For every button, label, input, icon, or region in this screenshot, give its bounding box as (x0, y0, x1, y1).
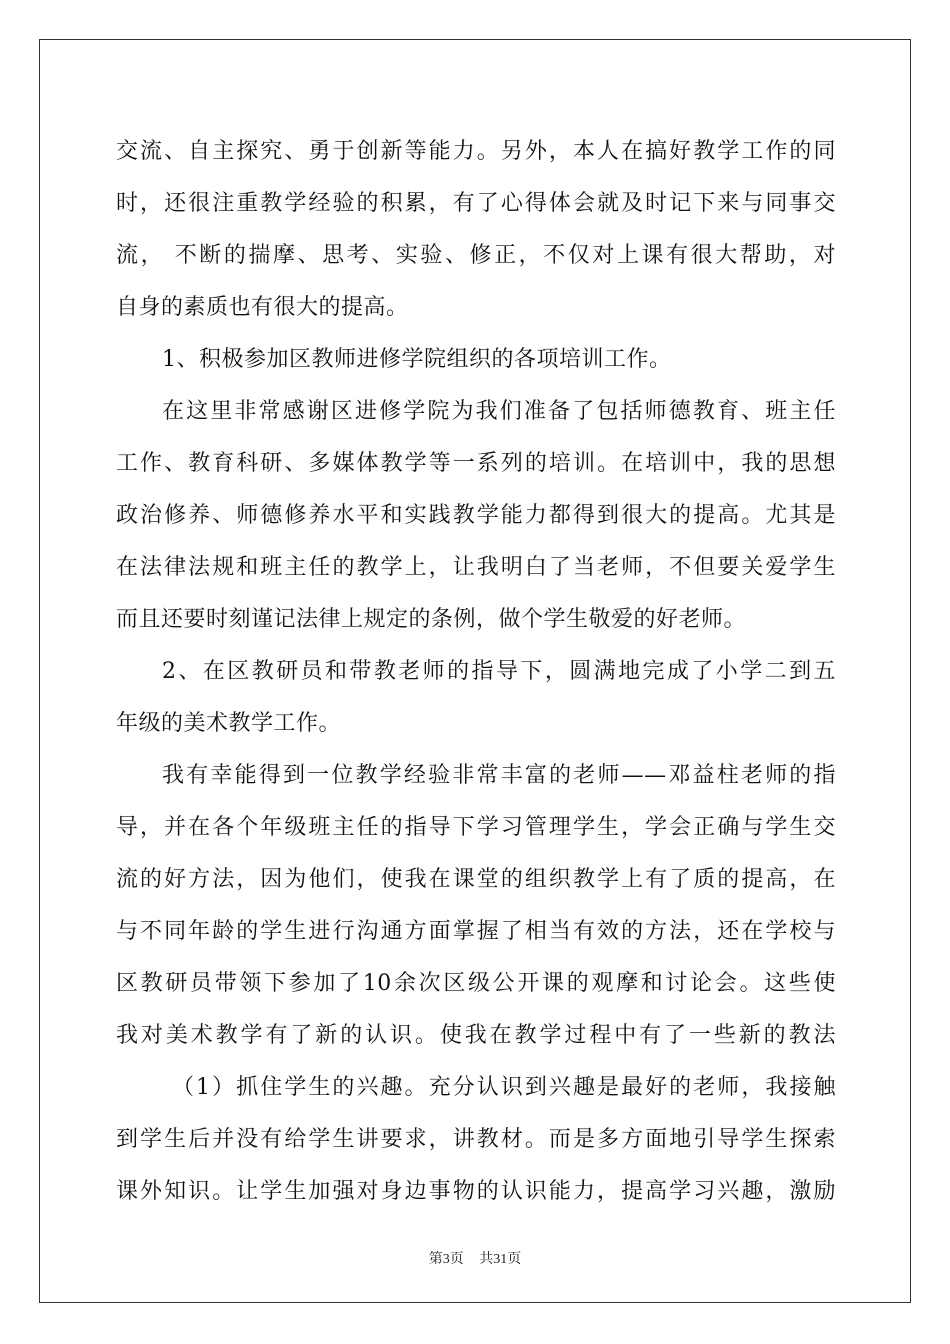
text-line: 政治修养、师德修养水平和实践教学能力都得到很大的提高。尤其是 (116, 503, 836, 528)
page-footer (0, 1248, 950, 1268)
text-line: 年级的美术教学工作。 (116, 711, 342, 736)
text-line: 流的好方法，因为他们，使我在课堂的组织教学上有了质的提高，在 (116, 867, 836, 892)
text-line: 在这里非常感谢区进修学院为我们准备了包括师德教育、班主任 (162, 399, 836, 424)
text-line: 时，还很注重教学经验的积累，有了心得体会就及时记下来与同事交 (116, 191, 836, 216)
numbered-heading: 1、积极参加区教师进修学院组织的各项培训工作。 (162, 347, 672, 372)
numbered-heading: （1）抓住学生的兴趣。充分认识到兴趣是最好的老师，我接触 (172, 1075, 836, 1100)
text-line: 我有幸能得到一位教学经验非常丰富的老师——邓益柱老师的指 (162, 763, 836, 788)
page-number: 第3页 (428, 1252, 464, 1267)
text-line: 流， 不断的揣摩、思考、实验、修正，不仅对上课有很大帮助，对 (116, 243, 836, 268)
text-line: 到学生后并没有给学生讲要求，讲教材。而是多方面地引导学生探索 (116, 1127, 836, 1152)
document-body (116, 126, 836, 1218)
text-line: 交流、自主探究、勇于创新等能力。另外，本人在搞好教学工作的同 (116, 139, 836, 164)
numbered-heading: 2、在区教研员和带教老师的指导下，圆满地完成了小学二到五 (162, 659, 836, 684)
text-line: 自身的素质也有很大的提高。 (116, 295, 409, 320)
text-line: 区教研员带领下参加了10余次区级公开课的观摩和讨论会。这些使 (116, 971, 836, 996)
text-line: 工作、教育科研、多媒体教学等一系列的培训。在培训中，我的思想 (116, 451, 836, 476)
text-line: 导，并在各个年级班主任的指导下学习管理学生，学会正确与学生交 (116, 815, 836, 840)
text-line: 我对美术教学有了新的认识。使我在教学过程中有了一些新的教法 (116, 1023, 836, 1048)
text-line: 课外知识。让学生加强对身边事物的认识能力，提高学习兴趣，激励 (116, 1179, 836, 1204)
total-pages: 共31页 (479, 1252, 522, 1267)
text-line: 在法律法规和班主任的教学上，让我明白了当老师，不但要关爱学生 (116, 555, 836, 580)
text-line: 与不同年龄的学生进行沟通方面掌握了相当有效的方法，还在学校与 (116, 919, 836, 944)
text-line: 而且还要时刻谨记法律上规定的条例，做个学生敬爱的好老师。 (116, 607, 747, 632)
